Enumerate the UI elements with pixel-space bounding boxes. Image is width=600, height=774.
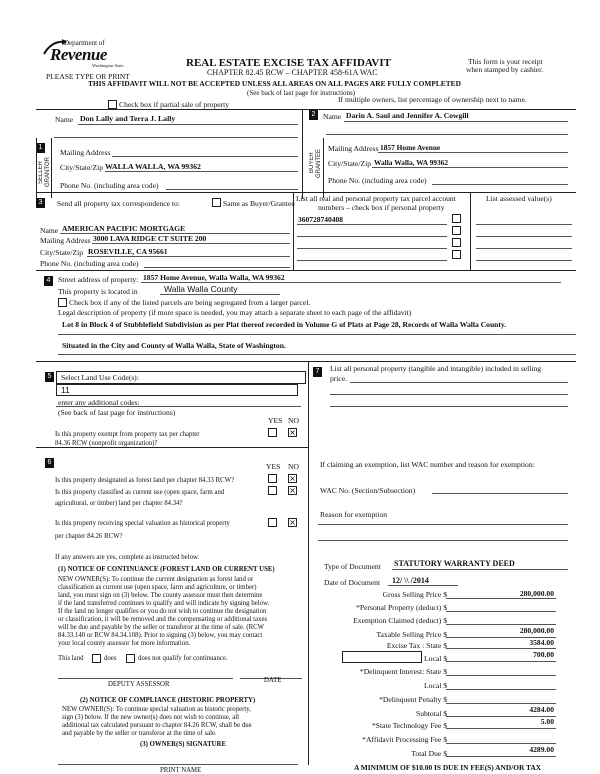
current-use-q2: agricultural, or timber) land per chapter 84.34? bbox=[55, 500, 183, 507]
tax-name-label: Name bbox=[40, 226, 59, 235]
fee-label: Local $ bbox=[424, 681, 447, 690]
s5-yes: YES bbox=[268, 416, 283, 425]
s5-no: NO bbox=[288, 416, 299, 425]
chapter-line: CHAPTER 82.45 RCW – CHAPTER 458-61A WAC bbox=[207, 68, 378, 77]
please-type: PLEASE TYPE OR PRINT bbox=[46, 72, 130, 81]
notice1-line: will be due and payable by the seller or transferor at the time of sale. (RCW bbox=[58, 624, 265, 631]
fee-value: 280,000.00 bbox=[519, 589, 554, 598]
legal-description-2: Situated in the City and County of Walla Walla, State of Washington. bbox=[62, 341, 286, 350]
tax-name: AMERICAN PACIFIC MORTGAGE bbox=[62, 224, 186, 233]
see-back-header: (See back of last page for instructions) bbox=[247, 89, 356, 97]
fee-value: 3584.00 bbox=[529, 638, 554, 647]
seller-city: WALLA WALLA, WA 99362 bbox=[105, 162, 201, 171]
buyer-city: Walla Walla, WA 99362 bbox=[374, 158, 449, 167]
section-6-number: 6 bbox=[45, 458, 54, 468]
multiple-owners-note: If multiple owners, list percentage of ownership next to name. bbox=[338, 95, 527, 104]
notice1-line: land, you must sign on (3) below. The county assessor must then determine bbox=[58, 592, 263, 599]
buyer-mail-label: Mailing Address bbox=[328, 144, 379, 153]
if-yes-note: If any answers are yes, complete as instructed below. bbox=[55, 554, 200, 561]
receipt-note-1: This form is your receipt bbox=[468, 57, 543, 66]
buyer-name: Darin A. Saul and Jennifer A. Cowgill bbox=[346, 111, 469, 120]
tax-mail-label: Mailing Address bbox=[40, 236, 91, 245]
notice2-line: sign (3) below. If the new owner(s) does not wish to continue, all bbox=[62, 714, 239, 721]
parcel-1-checkbox[interactable] bbox=[452, 214, 461, 223]
fee-value: 4284.00 bbox=[529, 705, 554, 714]
receipt-note-2: when stamped by cashier. bbox=[466, 65, 544, 74]
does-checkbox[interactable] bbox=[92, 654, 101, 663]
notice1-line: classification as current use (open space, farm and agriculture, or timber) bbox=[58, 584, 257, 591]
parcel-4-checkbox[interactable] bbox=[452, 250, 461, 259]
same-as-buyer-checkbox[interactable] bbox=[212, 198, 221, 207]
legal-label: Legal description of property (if more space is needed, you may attach a separate sheet to each page of the affidavit) bbox=[58, 308, 412, 317]
section-7-number: 7 bbox=[313, 367, 322, 377]
parcel-2-checkbox[interactable] bbox=[452, 226, 461, 235]
does-not-label: does not qualify for continuance. bbox=[138, 655, 228, 662]
minimum-fee-note: A MINIMUM OF $10.00 IS DUE IN FEE(S) AND/OR TAX bbox=[354, 763, 542, 772]
additional-codes-label: enter any additional codes: bbox=[58, 398, 140, 407]
buyer-mail: 1857 Home Avenue bbox=[380, 143, 441, 152]
seller-phone-label: Phone No. (including area code) bbox=[60, 181, 159, 190]
current-use-yes-checkbox[interactable] bbox=[268, 486, 277, 495]
exemption-label: If claiming an exemption, list WAC number and reason for exemption: bbox=[320, 460, 535, 469]
personal-property-label: List all personal property (tangible and intangible) included in selling bbox=[330, 364, 542, 373]
fee-label: Exemption Claimed (deduct) $ bbox=[353, 616, 447, 625]
street-address: 1857 Home Avenue, Walla Walla, WA 99362 bbox=[143, 273, 285, 282]
exempt-yes-checkbox[interactable] bbox=[268, 428, 277, 437]
print-name-label: PRINT NAME bbox=[160, 767, 202, 774]
doc-date: 12/ \\ /2014 bbox=[392, 576, 429, 585]
buyer-name-label: Name bbox=[323, 112, 342, 121]
buyer-side-label: BUYER GRANTEE bbox=[309, 148, 322, 178]
notice1-line: or classification, it will be removed and the compensating or additional taxes bbox=[58, 616, 268, 623]
s6-no: NO bbox=[288, 462, 299, 471]
segregated-checkbox[interactable] bbox=[58, 298, 67, 307]
current-use-q1: Is this property classified as current use (open space, farm and bbox=[55, 489, 225, 496]
personal-property-label-2: price. bbox=[330, 374, 348, 383]
fee-label: *Delinquent Interest: State $ bbox=[359, 667, 447, 676]
section-4-number: 4 bbox=[44, 276, 53, 286]
section-2-number: 2 bbox=[309, 110, 318, 120]
notice2-title: (2) NOTICE OF COMPLIANCE (HISTORIC PROPERTY) bbox=[80, 697, 256, 704]
fee-label: Total Due $ bbox=[411, 749, 447, 758]
notice1-line: if the land transferred continues to qualify and will indicate by signing below. bbox=[58, 600, 270, 607]
owner-signature-title: (3) OWNER(S) SIGNATURE bbox=[140, 741, 226, 748]
seller-mail-label: Mailing Address bbox=[60, 148, 111, 157]
fee-value: 280,000.00 bbox=[519, 626, 554, 635]
section-1-number: 1 bbox=[36, 143, 45, 153]
warning-line: THIS AFFIDAVIT WILL NOT BE ACCEPTED UNLESS ALL AREAS ON ALL PAGES ARE FULLY COMPLETED bbox=[88, 79, 461, 88]
does-not-checkbox[interactable] bbox=[126, 654, 135, 663]
s6-yes: YES bbox=[266, 462, 281, 471]
notice1-title: (1) NOTICE OF CONTINUANCE (FOREST LAND OR CURRENT USE) bbox=[58, 566, 275, 573]
form-title: REAL ESTATE EXCISE TAX AFFIDAVIT bbox=[186, 57, 391, 69]
buyer-phone-label: Phone No. (including area code) bbox=[328, 176, 427, 185]
land-use-see-back: (See back of last page for instructions) bbox=[58, 408, 176, 417]
section-5-number: 5 bbox=[45, 372, 54, 382]
logo-state: Washington State bbox=[92, 63, 124, 68]
section-3-number: 3 bbox=[36, 198, 45, 208]
exempt-q2: 84.36 RCW (nonprofit organization)? bbox=[55, 440, 158, 447]
located-in-label: This property is located in bbox=[58, 287, 138, 296]
land-use-select[interactable] bbox=[56, 371, 306, 384]
parcel-header-2: numbers – check box if personal property bbox=[318, 203, 445, 212]
logo-name: Revenue bbox=[50, 45, 107, 64]
land-use-label: Select Land Use Code(s): bbox=[61, 373, 139, 382]
fee-value: 4289.00 bbox=[529, 745, 554, 754]
this-land-label: This land bbox=[58, 655, 84, 662]
legal-description-1: Lot 8 in Block 4 of Stubblefield Subdivision as per Plat thereof recorded in Volume G of Plats at Page 28, Records of Walla Walla County. bbox=[62, 320, 507, 329]
seller-city-label: City/State/Zip bbox=[60, 163, 104, 172]
seller-name: Don Lally and Terra J. Lally bbox=[80, 114, 176, 123]
same-as-buyer-label: Same as Buyer/Grantee bbox=[223, 199, 295, 208]
doc-type-label: Type of Document bbox=[324, 562, 381, 571]
does-label: does bbox=[104, 655, 117, 662]
fee-label: Subtotal $ bbox=[415, 709, 447, 718]
logo-dept: Department of bbox=[64, 39, 105, 47]
parcel-header-1: List all real and personal property tax parcel account bbox=[296, 194, 456, 203]
tax-city: ROSEVILLE, CA 95661 bbox=[88, 247, 168, 256]
fee-label: *Delinquent Penalty $ bbox=[379, 695, 447, 704]
deputy-assessor-label: DEPUTY ASSESSOR bbox=[108, 681, 170, 688]
tax-mail: 3000 LAVA RIDGE CT SUITE 200 bbox=[93, 234, 207, 243]
tax-phone-label: Phone No. (including area code) bbox=[40, 259, 139, 268]
tax-city-label: City/State/Zip bbox=[40, 248, 84, 257]
partial-sale-label: Check box if partial sale of property bbox=[119, 100, 230, 109]
assessed-header: List assessed value(s) bbox=[486, 194, 552, 203]
tax-corr-label: Send all property tax correspondence to: bbox=[57, 199, 180, 208]
buyer-city-label: City/State/Zip bbox=[328, 159, 372, 168]
notice1-line: your local county assessor for more information. bbox=[58, 640, 191, 647]
seller-name-label: Name bbox=[55, 115, 74, 124]
fee-value: 5.00 bbox=[540, 717, 554, 726]
notice2-line: and payable by the seller or transferor at the time of sale. bbox=[62, 730, 217, 737]
fee-label: Local $ bbox=[424, 654, 447, 663]
land-use-value: 11 bbox=[61, 385, 70, 395]
wac-label: WAC No. (Section/Subsection) bbox=[320, 486, 416, 495]
historic-yes-checkbox[interactable] bbox=[268, 518, 277, 527]
forest-q: Is this property designated as forest land per chapter 84.33 RCW? bbox=[55, 477, 235, 484]
exempt-q1: Is this property exempt from property tax per chapter bbox=[55, 431, 200, 438]
forest-no-checkbox[interactable]: × bbox=[289, 474, 296, 483]
current-use-no-checkbox[interactable]: × bbox=[289, 486, 296, 495]
notice1-line: If the land no longer qualifies or you do not wish to continue the designation bbox=[58, 608, 267, 615]
notice2-line: additional tax calculated pursuant to chapter 84.26 RCW, shall be due bbox=[62, 722, 252, 729]
notice1-line: 84.33.140 or RCW 84.34.108). Prior to signing (3) below, you may contact bbox=[58, 632, 263, 639]
historic-q2: per chapter 84.26 RCW? bbox=[55, 533, 123, 540]
doc-type: STATUTORY WARRANTY DEED bbox=[394, 559, 515, 568]
reason-label: Reason for exemption bbox=[320, 510, 388, 519]
fee-label: Gross Selling Price $ bbox=[382, 590, 447, 599]
fee-label: Excise Tax : State $ bbox=[386, 641, 447, 650]
partial-sale-checkbox[interactable] bbox=[108, 100, 117, 109]
historic-no-checkbox[interactable]: × bbox=[289, 518, 296, 527]
doc-date-label: Date of Document bbox=[324, 578, 381, 587]
notice2-line: NEW OWNER(S): To continue special valuation as historic property, bbox=[62, 706, 251, 713]
seller-side-label: SELLER GRANTOR bbox=[38, 157, 51, 187]
street-label: Street address of property: bbox=[58, 275, 139, 284]
notice1-line: NEW OWNER(S): To continue the current designation as forest land or bbox=[58, 576, 254, 583]
land-use-value-box[interactable] bbox=[56, 384, 298, 396]
date-label: DATE bbox=[264, 677, 282, 684]
segregated-label: Check box if any of the listed parcels are being segregated from a larger parcel. bbox=[69, 298, 311, 307]
exempt-no-checkbox[interactable]: × bbox=[289, 428, 296, 437]
local-tax-box bbox=[342, 651, 422, 663]
parcel-number-1: 360728740408 bbox=[298, 215, 343, 224]
forest-yes-checkbox[interactable] bbox=[268, 474, 277, 483]
historic-q1: Is this property receiving special valuation as historical property bbox=[55, 520, 230, 527]
fee-value: 700.00 bbox=[533, 650, 554, 659]
located-in-county: Walla Walla County bbox=[164, 284, 238, 294]
fee-label: *Personal Property (deduct) $ bbox=[356, 603, 447, 612]
parcel-3-checkbox[interactable] bbox=[452, 238, 461, 247]
fee-label: *State Technology Fee $ bbox=[371, 721, 447, 730]
fee-label: *Affidavit Processing Fee $ bbox=[362, 735, 447, 744]
fee-label: Taxable Selling Price $ bbox=[376, 630, 447, 639]
